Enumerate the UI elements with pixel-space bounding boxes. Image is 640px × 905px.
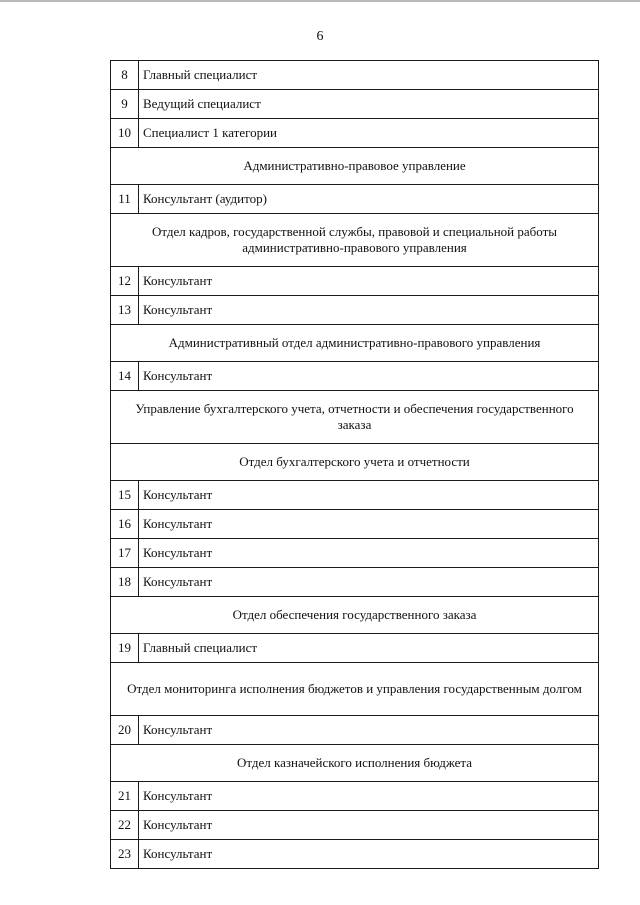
- row-number: 19: [111, 634, 139, 663]
- section-heading-row: [111, 444, 599, 481]
- position-title: Консультант: [139, 716, 599, 745]
- positions-table-body: [111, 61, 599, 869]
- table-row: [111, 510, 599, 539]
- row-number: 11: [111, 185, 139, 214]
- section-heading-row: [111, 148, 599, 185]
- scan-edge-line: [0, 0, 640, 2]
- section-heading: Отдел казначейского исполнения бюджета: [111, 745, 599, 782]
- position-title: Консультант: [139, 840, 599, 869]
- section-heading-row: [111, 663, 599, 716]
- table-row: [111, 568, 599, 597]
- row-number: 23: [111, 840, 139, 869]
- row-number: 8: [111, 61, 139, 90]
- section-heading-row: [111, 597, 599, 634]
- table-row: [111, 61, 599, 90]
- section-heading: Отдел кадров, государственной службы, правовой и специальной работы административно-правового управления: [111, 214, 599, 267]
- position-title: Консультант: [139, 296, 599, 325]
- position-title: Консультант: [139, 362, 599, 391]
- row-number: 18: [111, 568, 139, 597]
- table-row: [111, 362, 599, 391]
- table-row: [111, 634, 599, 663]
- table-row: [111, 539, 599, 568]
- positions-table: [110, 60, 599, 869]
- position-title: Главный специалист: [139, 61, 599, 90]
- position-title: Консультант (аудитор): [139, 185, 599, 214]
- section-heading-row: [111, 745, 599, 782]
- table-row: [111, 811, 599, 840]
- table-row: [111, 267, 599, 296]
- table-row: [111, 840, 599, 869]
- row-number: 10: [111, 119, 139, 148]
- position-title: Главный специалист: [139, 634, 599, 663]
- table-row: [111, 716, 599, 745]
- row-number: 9: [111, 90, 139, 119]
- table-row: [111, 782, 599, 811]
- row-number: 20: [111, 716, 139, 745]
- table-row: [111, 185, 599, 214]
- table-row: [111, 119, 599, 148]
- section-heading: Административно-правовое управление: [111, 148, 599, 185]
- position-title: Специалист 1 категории: [139, 119, 599, 148]
- position-title: Ведущий специалист: [139, 90, 599, 119]
- row-number: 17: [111, 539, 139, 568]
- row-number: 14: [111, 362, 139, 391]
- section-heading-row: [111, 214, 599, 267]
- position-title: Консультант: [139, 267, 599, 296]
- position-title: Консультант: [139, 481, 599, 510]
- row-number: 16: [111, 510, 139, 539]
- table-row: [111, 296, 599, 325]
- table-row: [111, 90, 599, 119]
- row-number: 15: [111, 481, 139, 510]
- position-title: Консультант: [139, 539, 599, 568]
- table-row: [111, 481, 599, 510]
- section-heading: Отдел мониторинга исполнения бюджетов и управления государственным долгом: [111, 663, 599, 716]
- position-title: Консультант: [139, 568, 599, 597]
- row-number: 12: [111, 267, 139, 296]
- position-title: Консультант: [139, 510, 599, 539]
- section-heading: Отдел бухгалтерского учета и отчетности: [111, 444, 599, 481]
- section-heading-row: [111, 325, 599, 362]
- row-number: 13: [111, 296, 139, 325]
- section-heading-row: [111, 391, 599, 444]
- row-number: 21: [111, 782, 139, 811]
- section-heading: Отдел обеспечения государственного заказа: [111, 597, 599, 634]
- section-heading: Управление бухгалтерского учета, отчетности и обеспечения государственного заказа: [111, 391, 599, 444]
- page-number: 6: [316, 29, 324, 44]
- position-title: Консультант: [139, 782, 599, 811]
- row-number: 22: [111, 811, 139, 840]
- position-title: Консультант: [139, 811, 599, 840]
- section-heading: Административный отдел административно-правового управления: [111, 325, 599, 362]
